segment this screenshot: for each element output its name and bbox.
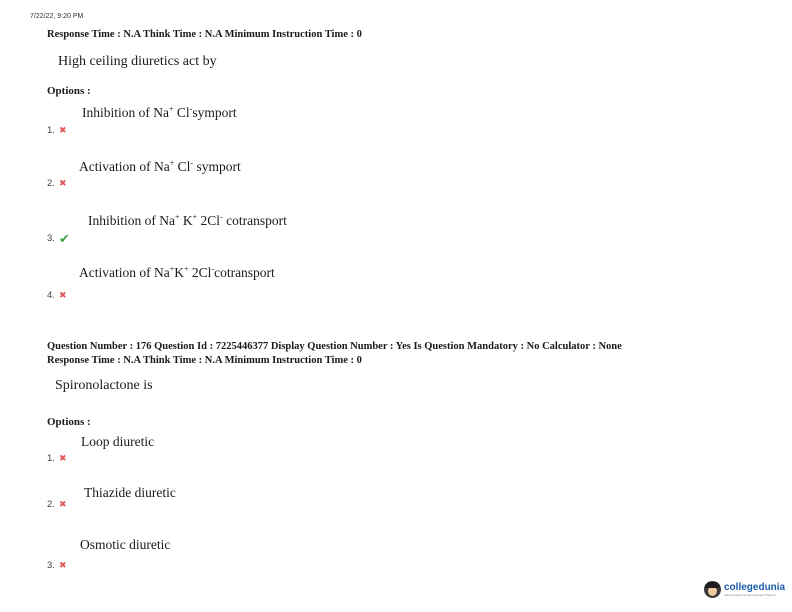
collegedunia-logo	[704, 581, 785, 598]
q1-question-text: High ceiling diuretics act by	[58, 54, 217, 69]
correct-check-icon: ✔	[58, 231, 70, 246]
q2-option-3-number: 3. ✖	[47, 560, 67, 571]
wrong-cross-icon: ✖	[58, 453, 67, 463]
q1-option-1-text: Inhibition of Na+ Cl-symport	[82, 104, 237, 120]
q2-option-1-text: Loop diuretic	[81, 434, 155, 449]
wrong-cross-icon: ✖	[58, 499, 67, 509]
logo-name: collegedunia	[724, 581, 786, 593]
student-avatar-icon	[704, 581, 721, 598]
q1-option-4-text: Activation of Na+K+ 2Cl-cotransport	[79, 264, 275, 280]
wrong-cross-icon: ✖	[58, 125, 67, 135]
q1-option-3-number: 3. ✔	[47, 231, 70, 246]
q1-option-2-number: 2. ✖	[47, 178, 67, 189]
q1-option-4-number: 4. ✖	[47, 290, 67, 301]
q2-option-3-text: Osmotic diuretic	[80, 537, 171, 552]
q2-options-label: Options :	[47, 416, 91, 428]
q2-meta-line-2: Response Time : N.A Think Time : N.A Minimum Instruction Time : 0	[47, 355, 362, 366]
wrong-cross-icon: ✖	[58, 290, 67, 300]
q1-option-2-text: Activation of Na+ Cl- symport	[79, 158, 241, 174]
q2-meta-line-1: Question Number : 176 Question Id : 7225446377 Display Question Number : Yes Is Question Mandatory : No Calculator : None	[47, 341, 622, 352]
q1-options-label: Options :	[47, 85, 91, 97]
logo-tagline: India's largest Student Review Platform	[724, 592, 777, 597]
print-timestamp: 7/22/22, 9:20 PM	[30, 13, 84, 20]
q2-question-text: Spironolactone is	[55, 378, 153, 393]
wrong-cross-icon: ✖	[58, 560, 67, 570]
q1-option-1-number: 1. ✖	[47, 125, 67, 136]
q1-option-3-text: Inhibition of Na+ K+ 2Cl- cotransport	[88, 212, 287, 228]
q2-option-1-number: 1. ✖	[47, 453, 67, 464]
wrong-cross-icon: ✖	[58, 178, 67, 188]
q2-option-2-text: Thiazide diuretic	[84, 485, 176, 500]
q1-meta-line: Response Time : N.A Think Time : N.A Minimum Instruction Time : 0	[47, 29, 362, 40]
q2-option-2-number: 2. ✖	[47, 499, 67, 510]
